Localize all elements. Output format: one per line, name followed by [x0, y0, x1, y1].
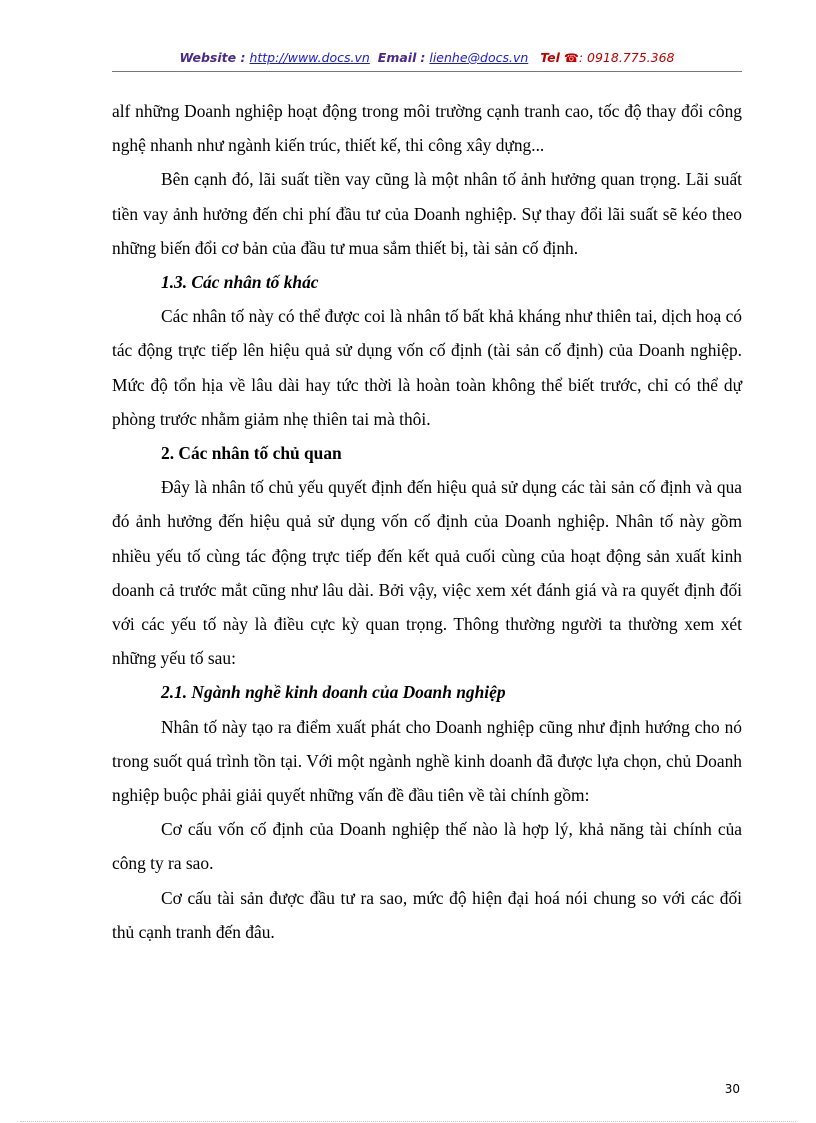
email-label: Email [377, 50, 417, 65]
page-bottom-divider [20, 1121, 796, 1122]
email-link[interactable]: lienhe@docs.vn [429, 50, 529, 65]
document-body [112, 94, 742, 949]
website-link[interactable]: http://www.docs.vn [249, 50, 370, 65]
header-divider [112, 71, 742, 72]
tel-number: : 0918.775.368 [578, 50, 675, 65]
email-separator: : [420, 50, 426, 65]
page-number: 30 [724, 1082, 740, 1096]
tel-label: Tel [540, 50, 560, 65]
paragraph-business-sector: Nhân tố này tạo ra điểm xuất phát cho Doanh nghiệp cũng như định hướng cho nó trong suốt quá trình tồn tại. Với một ngành nghề kinh doanh đã được lựa chọn, chủ Doanh nghiệp buộc phải giải quyết những vấn đề đầu tiên về tài chính gồm: [112, 716, 742, 806]
paragraph-subjective-factors: Đây là nhân tố chủ yếu quyết định đến hiệu quả sử dụng các tài sản cố định và qua đó ảnh hưởng đến hiệu quả sử dụng vốn cố định của Doanh nghiệp. Nhân tố này gồm nhiều yếu tố cùng tác động trực tiếp đến kết quả cuối cùng của hoạt động sản xuất kinh doanh cả trước mắt cũng như lâu dài. Bởi vậy, việc xem xét đánh giá và ra quyết định đối với các yếu tố này là điều cực kỳ quan trọng. Thông thường người ta thường xem xét những yếu tố sau: [112, 477, 742, 669]
page-header [112, 50, 742, 65]
paragraph-asset-structure: Cơ cấu tài sản được đầu tư ra sao, mức độ hiện đại hoá nói chung so với các đối thủ cạnh tranh đến đâu. [112, 887, 742, 942]
website-label: Website : [179, 50, 246, 65]
paragraph-capital-structure: Cơ cấu vốn cố định của Doanh nghiệp thế nào là hợp lý, khả năng tài chính của công ty ra sao. [112, 819, 742, 874]
section-heading-2-1: 2.1. Ngành nghề kinh doanh của Doanh nghiệp [161, 682, 506, 703]
phone-icon: ☎ [563, 51, 579, 65]
section-heading-1-3: 1.3. Các nhân tố khác [161, 272, 319, 293]
section-heading-2: 2. Các nhân tố chủ quan [161, 443, 342, 464]
paragraph-interest-rate: Bên cạnh đó, lãi suất tiền vay cũng là một nhân tố ảnh hưởng quan trọng. Lãi suất tiền vay ảnh hưởng đến chi phí đầu tư của Doanh nghiệp. Sự thay đổi lãi suất sẽ kéo theo những biến đổi cơ bản của đầu tư mua sắm thiết bị, tài sản cố định. [112, 169, 742, 258]
paragraph-continuation: alf những Doanh nghiệp hoạt động trong môi trường cạnh tranh cao, tốc độ thay đổi công nghệ nhanh như ngành kiến trúc, thiết kế, thi công xây dựng... [112, 101, 742, 156]
paragraph-other-factors: Các nhân tố này có thể được coi là nhân tố bất khả kháng như thiên tai, dịch hoạ có tác động trực tiếp lên hiệu quả sử dụng vốn cố định (tài sản cố định) của Doanh nghiệp. Mức độ tổn hịa về lâu dài hay tức thời là hoàn toàn không thể biết trước, chỉ có thể dự phòng trước nhằm giảm nhẹ thiên tai mà thôi. [112, 306, 742, 429]
